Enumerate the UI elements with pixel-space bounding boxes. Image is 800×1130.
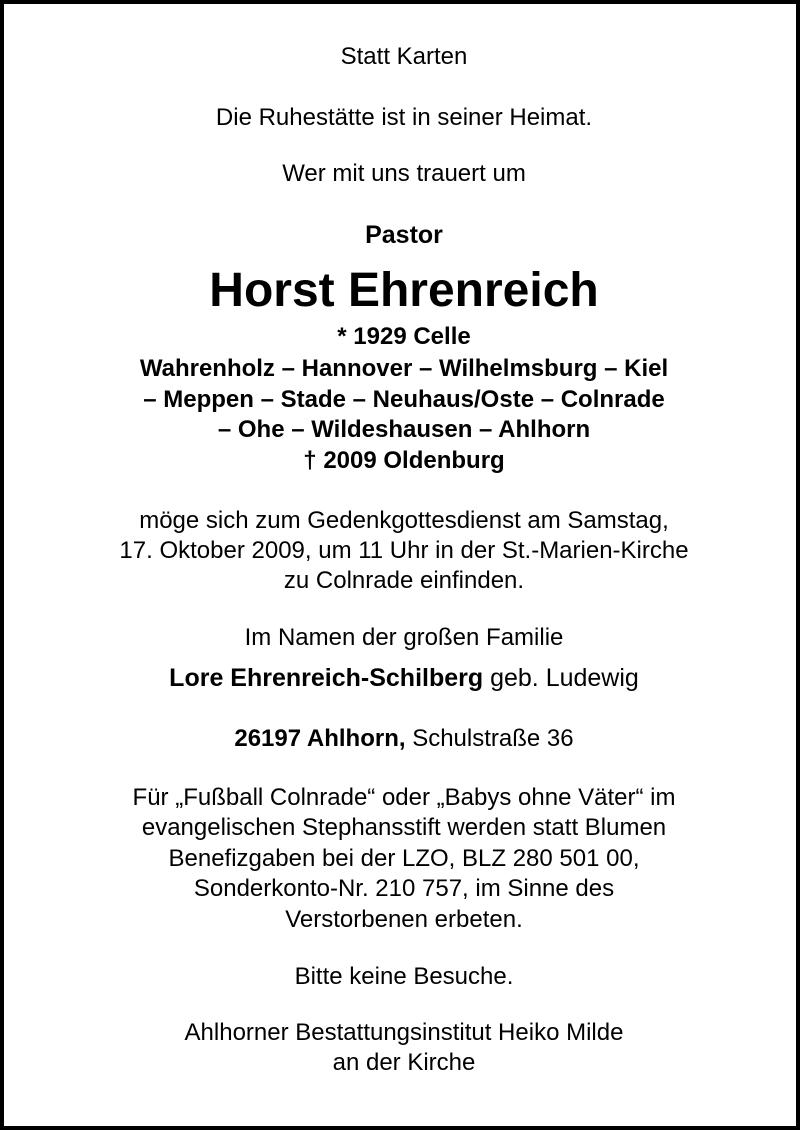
resting-place-text: Die Ruhestätte ist in seiner Heimat. <box>215 104 593 131</box>
donation-line: Für „Fußball Colnrade“ oder „Babys ohne Väter“ im <box>132 784 676 811</box>
service-line: zu Colnrade einfinden. <box>283 567 525 594</box>
donation-line: Verstorbenen erbeten. <box>285 906 523 933</box>
maiden-name: geb. Ludewig <box>483 664 639 692</box>
address-street: Schulstraße 36 <box>405 725 574 752</box>
places-line: – Ohe – Wildeshausen – Ahlhorn <box>217 416 591 443</box>
family-intro: Im Namen der großen Familie <box>244 624 564 651</box>
places-line: Wahrenholz – Hannover – Wilhelmsburg – Kiel <box>139 355 669 382</box>
deceased-name: Horst Ehrenreich <box>209 264 599 317</box>
places-line: – Meppen – Stade – Neuhaus/Oste – Colnrade <box>143 386 665 413</box>
widow-name: Lore Ehrenreich-Schilberg <box>169 664 484 692</box>
birth-line: * 1929 Celle <box>337 323 471 350</box>
address-city: 26197 Ahlhorn, <box>234 725 406 752</box>
deceased-title: Pastor <box>365 221 443 249</box>
statt-karten-text: Statt Karten <box>340 43 468 70</box>
family-signature <box>4 663 800 693</box>
service-line: möge sich zum Gedenkgottesdienst am Samstag, <box>139 507 669 534</box>
service-line: 17. Oktober 2009, um 11 Uhr in der St.-Marien-Kirche <box>119 537 689 564</box>
donation-line: evangelischen Stephansstift werden statt Blumen <box>141 814 667 841</box>
no-visits-text: Bitte keine Besuche. <box>294 963 514 990</box>
donation-line: Sonderkonto-Nr. 210 757, im Sinne des <box>193 875 615 902</box>
undertaker-line: Ahlhorner Bestattungsinstitut Heiko Milde <box>184 1019 624 1046</box>
address-line <box>4 724 800 754</box>
donation-line: Benefizgaben bei der LZO, BLZ 280 501 00, <box>168 845 640 872</box>
death-line: † 2009 Oldenburg <box>303 447 505 474</box>
mourning-intro-text: Wer mit uns trauert um <box>282 160 526 187</box>
undertaker-line: an der Kirche <box>332 1049 476 1076</box>
